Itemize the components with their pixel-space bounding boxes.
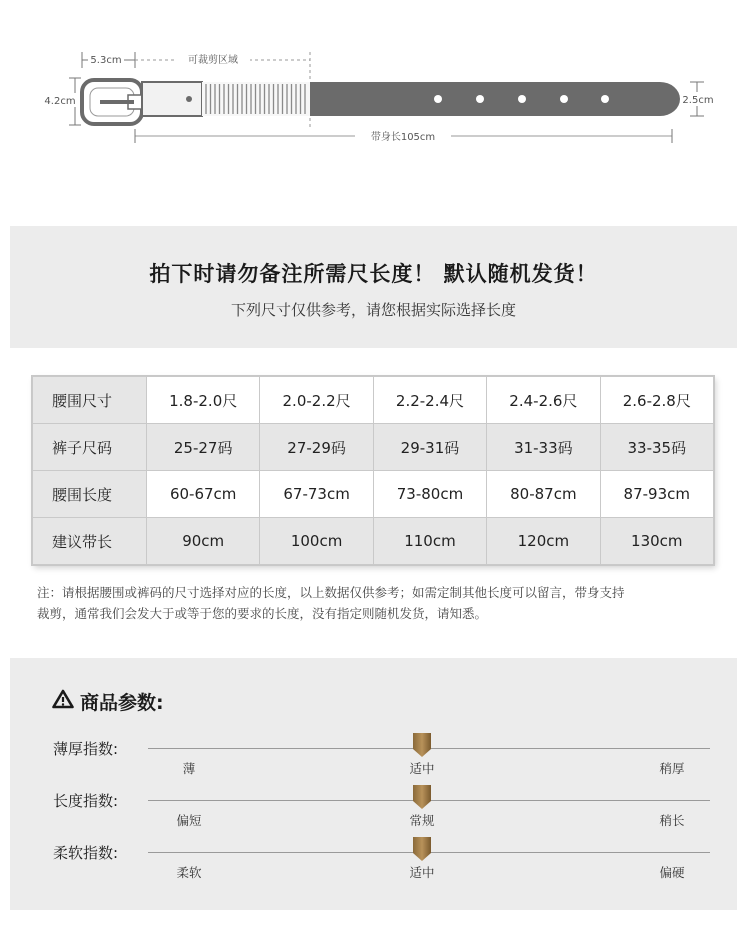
params-title-text: 商品参数: xyxy=(80,692,164,714)
scale-option: 常规 xyxy=(409,813,435,828)
size-table-cell: 2.0-2.2尺 xyxy=(260,377,373,424)
size-table xyxy=(32,376,714,565)
size-table-cell: 2.2-2.4尺 xyxy=(373,377,486,424)
scale-option: 薄 xyxy=(182,761,196,776)
scale-label: 薄厚指数: xyxy=(53,740,119,758)
size-table-row-header: 裤子尺码 xyxy=(33,424,147,471)
strap-width-label: 2.5cm xyxy=(682,95,714,106)
trim-area-label: 可裁剪区域 xyxy=(188,55,238,66)
size-table-cell: 2.4-2.6尺 xyxy=(487,377,600,424)
scale-marker-icon xyxy=(412,837,432,861)
size-table-cell: 25-27码 xyxy=(147,424,260,471)
belt-length-label: 带身长105cm xyxy=(370,132,436,143)
size-table-cell: 100cm xyxy=(260,518,373,565)
buckle-width-dimension xyxy=(82,52,135,68)
size-table-cell: 67-73cm xyxy=(260,471,373,518)
buckle-width-label: 5.3cm xyxy=(90,55,122,66)
size-note-line-2: 裁剪，通常我们会发大于或等于您的要求的长度，没有指定则随机发货，请知悉。 xyxy=(37,606,488,621)
size-note xyxy=(37,582,707,624)
size-note-line-1: 注：请根据腰围或裤码的尺寸选择对应的长度，以上数据仅供参考；如需定制其他长度可以留言，带身支持 xyxy=(37,585,625,600)
warning-triangle-icon xyxy=(52,689,74,714)
size-table-cell: 120cm xyxy=(487,518,600,565)
params-title xyxy=(52,688,164,715)
size-table-cell: 33-35码 xyxy=(600,424,713,471)
size-table-row-header: 腰围尺寸 xyxy=(33,377,147,424)
size-table-cell: 80-87cm xyxy=(487,471,600,518)
scale-option: 适中 xyxy=(409,865,435,880)
size-table-cell: 2.6-2.8尺 xyxy=(600,377,713,424)
scale-label: 柔软指数: xyxy=(53,844,119,862)
size-table-cell: 31-33码 xyxy=(487,424,600,471)
size-table-cell: 60-67cm xyxy=(147,471,260,518)
belt-hole-4 xyxy=(560,95,568,103)
scale-option: 柔软 xyxy=(176,865,202,880)
size-table-cell: 73-80cm xyxy=(373,471,486,518)
buckle-height-dimension xyxy=(44,78,81,125)
scale-option: 偏短 xyxy=(176,813,202,828)
scale-marker-icon xyxy=(412,785,432,809)
belt-hole-2 xyxy=(476,95,484,103)
notice-subline: 下列尺寸仅供参考，请您根据实际选择长度 xyxy=(230,301,516,319)
size-table-cell: 29-31码 xyxy=(373,424,486,471)
scale-marker-icon xyxy=(412,733,432,757)
size-table-cell: 1.8-2.0尺 xyxy=(147,377,260,424)
belt-length-dimension xyxy=(135,129,672,143)
belt-strap xyxy=(142,82,680,116)
scale-option: 稍厚 xyxy=(659,761,685,776)
size-table-cell: 130cm xyxy=(600,518,713,565)
belt-hole-5 xyxy=(601,95,609,103)
scale-option: 适中 xyxy=(409,761,435,776)
belt-hole-3 xyxy=(518,95,526,103)
product-params-panel xyxy=(10,658,737,910)
size-table-cell: 27-29码 xyxy=(260,424,373,471)
size-table-row xyxy=(33,377,714,424)
trim-area-stripes xyxy=(202,82,310,116)
notice-headline: 拍下时请勿备注所需尺长度！ 默认随机发货！ xyxy=(149,262,598,286)
buckle-height-label: 4.2cm xyxy=(44,96,76,107)
belt-size-diagram xyxy=(0,0,750,200)
size-table-row-header: 建议带长 xyxy=(33,518,147,565)
scale-option: 稍长 xyxy=(659,813,685,828)
size-table-row-header: 腰围长度 xyxy=(33,471,147,518)
size-table-cell: 90cm xyxy=(147,518,260,565)
buckle-icon xyxy=(82,80,142,124)
size-table-cell: 110cm xyxy=(373,518,486,565)
belt-hole-1 xyxy=(434,95,442,103)
size-table-row xyxy=(33,471,714,518)
notice-panel xyxy=(10,226,737,348)
scale-option: 偏硬 xyxy=(659,865,685,880)
scale-label: 长度指数: xyxy=(53,792,119,810)
size-table-row xyxy=(33,518,714,565)
size-table-cell: 87-93cm xyxy=(600,471,713,518)
strap-width-dimension xyxy=(681,82,715,116)
size-table-row xyxy=(33,424,714,471)
